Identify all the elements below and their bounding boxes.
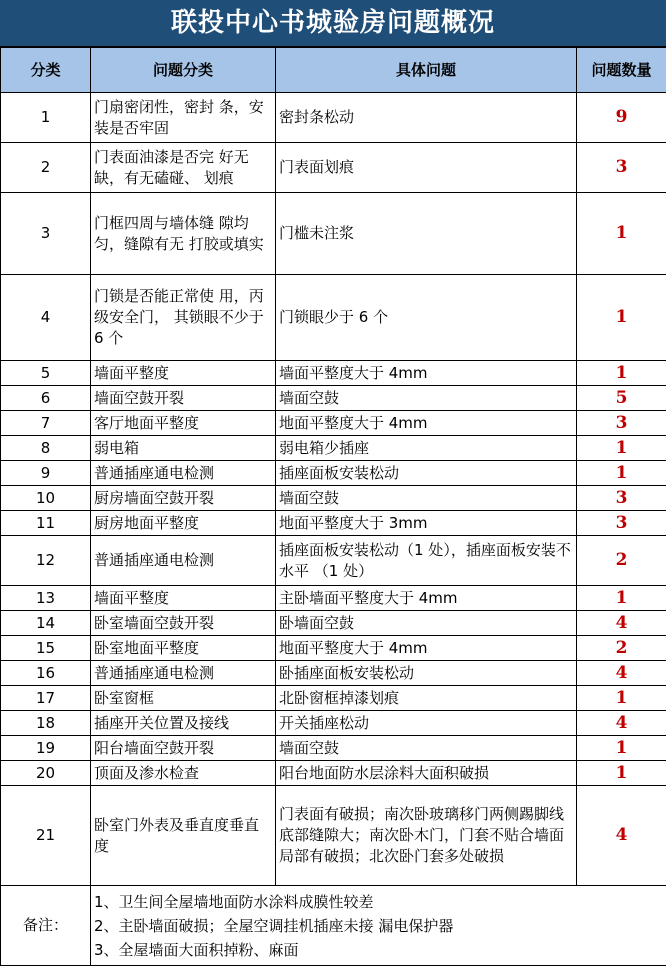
row-issue: 墙面平整度大于 4mm bbox=[276, 361, 577, 386]
table-row bbox=[1, 511, 666, 536]
row-number: 3 bbox=[1, 193, 91, 275]
row-issue: 插座面板安装松动 bbox=[276, 461, 577, 486]
row-category: 卧室墙面空鼓开裂 bbox=[91, 611, 276, 636]
row-category: 阳台墙面空鼓开裂 bbox=[91, 736, 276, 761]
row-number: 20 bbox=[1, 761, 91, 786]
header-category: 问题分类 bbox=[91, 48, 276, 93]
header-no: 分类 bbox=[1, 48, 91, 93]
table-row bbox=[1, 275, 666, 361]
table-row bbox=[1, 686, 666, 711]
row-number: 7 bbox=[1, 411, 91, 436]
table-row bbox=[1, 786, 666, 886]
row-category: 普通插座通电检测 bbox=[91, 461, 276, 486]
row-count: 3 bbox=[577, 511, 666, 536]
row-number: 6 bbox=[1, 386, 91, 411]
table-row bbox=[1, 386, 666, 411]
row-number: 9 bbox=[1, 461, 91, 486]
table-row bbox=[1, 736, 666, 761]
row-number: 21 bbox=[1, 786, 91, 886]
row-category: 插座开关位置及接线 bbox=[91, 711, 276, 736]
table-row bbox=[1, 636, 666, 661]
table-row bbox=[1, 436, 666, 461]
table-row bbox=[1, 661, 666, 686]
row-issue: 主卧墙面平整度大于 4mm bbox=[276, 586, 577, 611]
row-count: 1 bbox=[577, 761, 666, 786]
table-row bbox=[1, 361, 666, 386]
row-issue: 门槛未注浆 bbox=[276, 193, 577, 275]
row-number: 14 bbox=[1, 611, 91, 636]
remark-line: 2、主卧墙面破损；全屋空调挂机插座未接 漏电保护器 bbox=[94, 916, 454, 935]
row-count: 1 bbox=[577, 436, 666, 461]
row-count: 1 bbox=[577, 686, 666, 711]
row-number: 18 bbox=[1, 711, 91, 736]
row-number: 13 bbox=[1, 586, 91, 611]
row-category: 门表面油漆是否完 好无缺，有无磕碰、 划痕 bbox=[91, 143, 276, 193]
row-category: 普通插座通电检测 bbox=[91, 661, 276, 686]
row-category: 卧室地面平整度 bbox=[91, 636, 276, 661]
row-category: 客厅地面平整度 bbox=[91, 411, 276, 436]
row-category: 普通插座通电检测 bbox=[91, 536, 276, 586]
row-count: 2 bbox=[577, 636, 666, 661]
row-category: 顶面及渗水检查 bbox=[91, 761, 276, 786]
row-category: 卧室门外表及垂直度垂直 度 bbox=[91, 786, 276, 886]
table-row bbox=[1, 411, 666, 436]
row-number: 17 bbox=[1, 686, 91, 711]
row-issue: 墙面空鼓 bbox=[276, 486, 577, 511]
row-category: 厨房墙面空鼓开裂 bbox=[91, 486, 276, 511]
row-issue: 墙面空鼓 bbox=[276, 386, 577, 411]
row-count: 2 bbox=[577, 536, 666, 586]
row-issue: 阳台地面防水层涂料大面积破损 bbox=[276, 761, 577, 786]
row-issue: 卧插座面板安装松动 bbox=[276, 661, 577, 686]
row-issue: 墙面空鼓 bbox=[276, 736, 577, 761]
row-issue: 密封条松动 bbox=[276, 93, 577, 143]
issues-table bbox=[0, 47, 666, 966]
row-number: 15 bbox=[1, 636, 91, 661]
row-issue: 插座面板安装松动（1 处），插座面板安装不水平 （1 处） bbox=[276, 536, 577, 586]
remark-line: 3、全屋墙面大面积掉粉、麻面 bbox=[94, 940, 299, 959]
row-number: 12 bbox=[1, 536, 91, 586]
row-category: 墙面空鼓开裂 bbox=[91, 386, 276, 411]
row-number: 1 bbox=[1, 93, 91, 143]
row-count: 4 bbox=[577, 711, 666, 736]
row-count: 4 bbox=[577, 786, 666, 886]
row-count: 3 bbox=[577, 411, 666, 436]
row-count: 3 bbox=[577, 486, 666, 511]
row-issue: 门表面划痕 bbox=[276, 143, 577, 193]
table-row bbox=[1, 611, 666, 636]
row-category: 门扇密闭性，密封 条，安装是否牢固 bbox=[91, 93, 276, 143]
row-count: 1 bbox=[577, 586, 666, 611]
remarks-row bbox=[1, 886, 666, 966]
row-category: 墙面平整度 bbox=[91, 361, 276, 386]
row-number: 2 bbox=[1, 143, 91, 193]
remark-line: 1、卫生间全屋墙地面防水涂料成膜性较差 bbox=[94, 892, 374, 911]
row-number: 16 bbox=[1, 661, 91, 686]
row-count: 1 bbox=[577, 361, 666, 386]
row-number: 11 bbox=[1, 511, 91, 536]
table-row bbox=[1, 761, 666, 786]
row-count: 1 bbox=[577, 461, 666, 486]
header-count: 问题数量 bbox=[577, 48, 666, 93]
row-issue: 门锁眼少于 6 个 bbox=[276, 275, 577, 361]
table-row bbox=[1, 193, 666, 275]
table-row bbox=[1, 461, 666, 486]
table-row bbox=[1, 711, 666, 736]
remarks-label: 备注： bbox=[1, 886, 91, 966]
row-count: 4 bbox=[577, 661, 666, 686]
row-issue: 弱电箱少插座 bbox=[276, 436, 577, 461]
row-number: 4 bbox=[1, 275, 91, 361]
row-category: 门锁是否能正常使 用，丙级安全门， 其锁眼不少于 6 个 bbox=[91, 275, 276, 361]
table-row bbox=[1, 486, 666, 511]
row-count: 1 bbox=[577, 275, 666, 361]
row-count: 1 bbox=[577, 736, 666, 761]
row-issue: 北卧窗框掉漆划痕 bbox=[276, 686, 577, 711]
table-row bbox=[1, 536, 666, 586]
table-row bbox=[1, 93, 666, 143]
row-issue: 开关插座松动 bbox=[276, 711, 577, 736]
row-issue: 门表面有破损；南次卧玻璃移门两侧踢脚线底部缝隙大；南次卧木门，门套不贴合墙面局部有破损；北次卧门套多处破损 bbox=[276, 786, 577, 886]
row-number: 10 bbox=[1, 486, 91, 511]
row-number: 8 bbox=[1, 436, 91, 461]
row-number: 19 bbox=[1, 736, 91, 761]
row-number: 5 bbox=[1, 361, 91, 386]
row-category: 弱电箱 bbox=[91, 436, 276, 461]
row-issue: 卧墙面空鼓 bbox=[276, 611, 577, 636]
table-row bbox=[1, 143, 666, 193]
row-issue: 地面平整度大于 4mm bbox=[276, 636, 577, 661]
row-count: 3 bbox=[577, 143, 666, 193]
row-category: 卧室窗框 bbox=[91, 686, 276, 711]
row-category: 墙面平整度 bbox=[91, 586, 276, 611]
table-row bbox=[1, 586, 666, 611]
row-issue: 地面平整度大于 4mm bbox=[276, 411, 577, 436]
row-count: 4 bbox=[577, 611, 666, 636]
remarks-content bbox=[91, 886, 666, 966]
row-issue: 地面平整度大于 3mm bbox=[276, 511, 577, 536]
row-count: 1 bbox=[577, 193, 666, 275]
sheet-title: 联投中心书城验房问题概况 bbox=[0, 0, 666, 47]
header-issue: 具体问题 bbox=[276, 48, 577, 93]
row-count: 9 bbox=[577, 93, 666, 143]
row-count: 5 bbox=[577, 386, 666, 411]
row-category: 门框四周与墙体缝 隙均匀，缝隙有无 打胶或填实 bbox=[91, 193, 276, 275]
row-category: 厨房地面平整度 bbox=[91, 511, 276, 536]
header-row bbox=[1, 48, 666, 93]
